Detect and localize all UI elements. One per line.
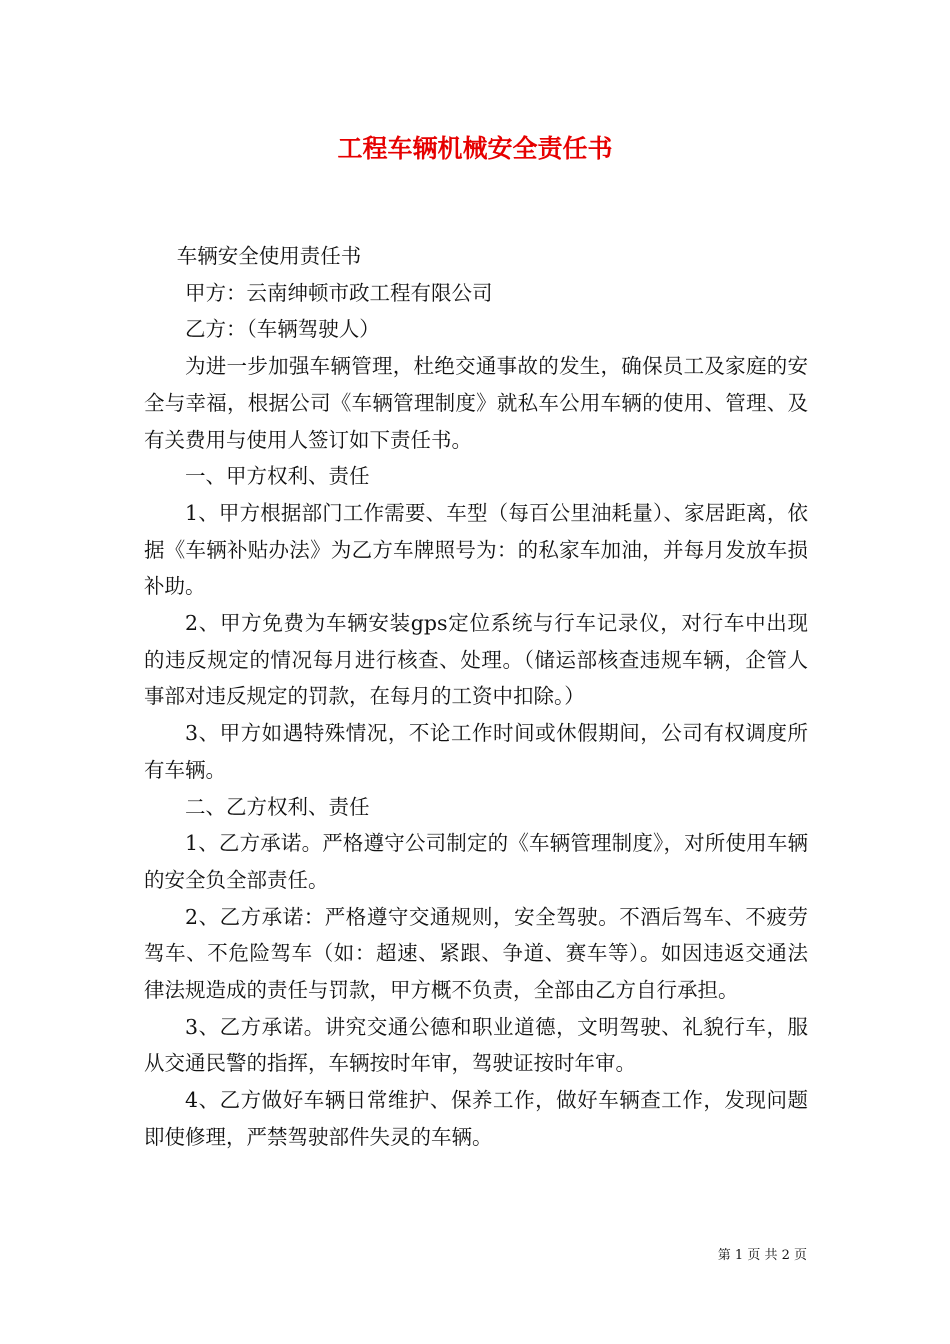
document-title: 工程车辆机械安全责任书 bbox=[337, 134, 613, 163]
paragraph-a-2: 2、甲方免费为车辆安装gps定位系统与行车记录仪，对行车中出现的违反规定的情况每月进行核查、处理。（储运部核查违规车辆，企管人事部对违反规定的罚款，在每月的工资中扣除。） bbox=[144, 611, 808, 709]
section-heading-party-b: 二、乙方权利、责任 bbox=[185, 794, 370, 819]
page-number: 第 1 页 共 2 页 bbox=[717, 1248, 807, 1263]
paragraph-b-3: 3、乙方承诺。讲究交通公德和职业道德，文明驾驶、礼貌行车，服从交通民警的指挥，车辆按时年审，驾驶证按时年审。 bbox=[144, 1014, 808, 1076]
paragraph-party-a: 甲方：云南绅顿市政工程有限公司 bbox=[185, 280, 493, 305]
paragraph-b-4: 4、乙方做好车辆日常维护、保养工作，做好车辆查工作，发现问题即使修理，严禁驾驶部件失灵的车辆。 bbox=[144, 1088, 808, 1149]
paragraph-b-1: 1、乙方承诺。严格遵守公司制定的《车辆管理制度》，对所使用车辆的安全负全部责任。 bbox=[144, 831, 808, 892]
paragraph-party-b: 乙方：（车辆驾驶人） bbox=[185, 317, 380, 342]
section-heading-party-a: 一、甲方权利、责任 bbox=[185, 464, 370, 489]
paragraph-a-3: 3、甲方如遇特殊情况，不论工作时间或休假期间，公司有权调度所有车辆。 bbox=[144, 721, 808, 782]
document-body bbox=[144, 238, 808, 1156]
paragraph-b-2: 2、乙方承诺：严格遵守交通规则，安全驾驶。不酒后驾车、不疲劳驾车、不危险驾车（如：超速、紧跟、争道、赛车等）。如因违返交通法律法规造成的责任与罚款，甲方概不负责，全部由乙方自行承担。 bbox=[144, 904, 808, 1003]
paragraph-preamble: 为进一步加强车辆管理，杜绝交通事故的发生，确保员工及家庭的安全与幸福，根据公司《车辆管理制度》就私车公用车辆的使用、管理、及有关费用与使用人签订如下责任书。 bbox=[144, 354, 808, 452]
paragraph-a-1: 1、甲方根据部门工作需要、车型（每百公里油耗量）、家居距离，依据《车辆补贴办法》为乙方车牌照号为：的私家车加油，并每月发放车损补助。 bbox=[144, 500, 808, 599]
paragraph-heading: 车辆安全使用责任书 bbox=[176, 244, 362, 268]
